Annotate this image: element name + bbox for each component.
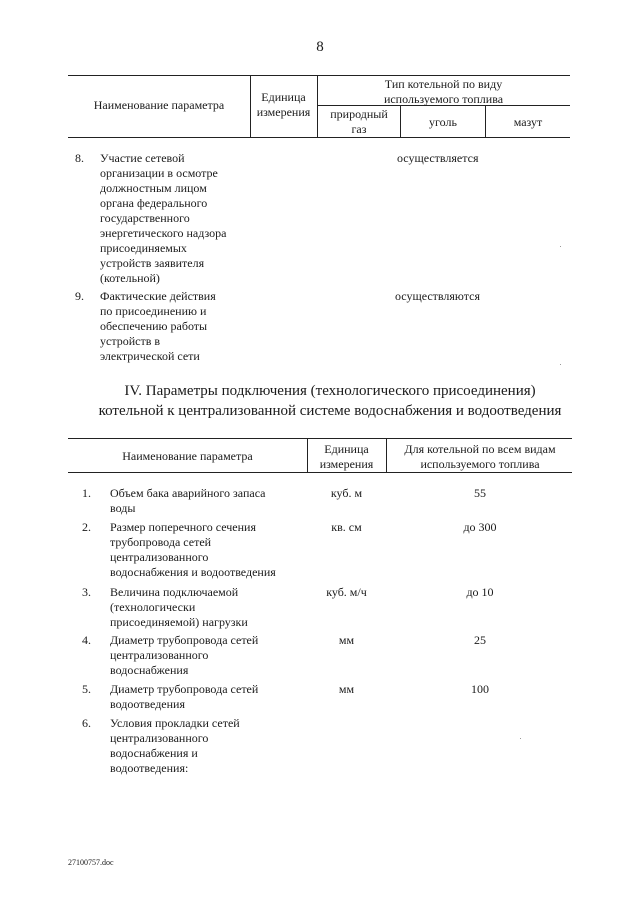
row-name: Диаметр трубопровода сетей централизованного водоснабжения <box>110 633 259 677</box>
row-number: 2. <box>82 520 91 534</box>
table2-top-border <box>68 438 572 439</box>
table2-header-unit: Единица измерения <box>319 442 374 471</box>
table1-header-unit: Единица измерения <box>256 90 311 119</box>
table1-header-bottom-border <box>68 137 570 138</box>
row-unit: мм <box>338 633 355 647</box>
row-number: 6. <box>82 716 91 730</box>
scan-speck <box>560 364 561 365</box>
table1-header-oil: мазут <box>513 115 543 129</box>
table1-header-type: Тип котельной по виду используемого топлива <box>383 77 504 106</box>
row-number: 1. <box>82 486 91 500</box>
table1-col-divider <box>400 105 401 137</box>
row-number: 8. <box>75 151 84 165</box>
table2-header-bottom-border <box>68 472 572 473</box>
table1-col-divider <box>485 105 486 137</box>
footer-doc-code: 27100757.doc <box>68 858 114 867</box>
row-value: до 300 <box>463 520 497 534</box>
row-unit: мм <box>338 682 355 696</box>
table2-col-divider <box>307 438 308 472</box>
scan-speck <box>560 246 561 247</box>
row-unit: куб. м/ч <box>326 585 367 599</box>
row-value: до 10 <box>466 585 494 599</box>
table1-header-coal: уголь <box>429 115 457 129</box>
row-value: 100 <box>471 682 489 696</box>
table1-header-gas: природный газ <box>330 107 388 136</box>
row-name: Условия прокладки сетей централизованного водоснабжения и водоотведения: <box>110 716 240 775</box>
table1-top-border <box>68 75 570 76</box>
row-value: осуществляется <box>397 151 479 165</box>
row-unit: кв. см <box>331 520 362 534</box>
row-name: Объем бака аварийного запаса воды <box>110 486 266 515</box>
row-number: 9. <box>75 289 84 303</box>
row-name: Участие сетевой организации в осмотре должностным лицом органа федерального государственного энергетического надзора присоединяемых устройств заявителя (котельной) <box>100 151 227 285</box>
row-number: 4. <box>82 633 91 647</box>
table1-col-divider <box>317 75 318 137</box>
page-number: 8 <box>316 39 324 55</box>
table2-header-name: Наименование параметра <box>122 449 253 463</box>
table2-header-value: Для котельной по всем видам используемого топлива <box>404 442 556 471</box>
table1-header-name: Наименование параметра <box>93 98 225 112</box>
row-value: 25 <box>474 633 486 647</box>
scan-speck <box>520 738 521 739</box>
section-title: IV. Параметры подключения (технологического присоединения) котельной к централизованной системе водоснабжения и водоотведения <box>98 383 562 419</box>
row-value: осуществляются <box>395 289 480 303</box>
row-name: Размер поперечного сечения трубопровода сетей централизованного водоснабжения и водоотведения <box>110 520 276 579</box>
row-number: 3. <box>82 585 91 599</box>
table1-col-divider <box>250 75 251 137</box>
row-name: Величина подключаемой (технологически присоединяемой) нагрузки <box>110 585 248 629</box>
row-name: Диаметр трубопровода сетей водоотведения <box>110 682 259 711</box>
table2-col-divider <box>386 438 387 472</box>
row-unit: куб. м <box>330 486 363 500</box>
row-name: Фактические действия по присоединению и обеспечению работы устройств в электрической сети <box>100 289 216 363</box>
row-number: 5. <box>82 682 91 696</box>
row-value: 55 <box>474 486 486 500</box>
